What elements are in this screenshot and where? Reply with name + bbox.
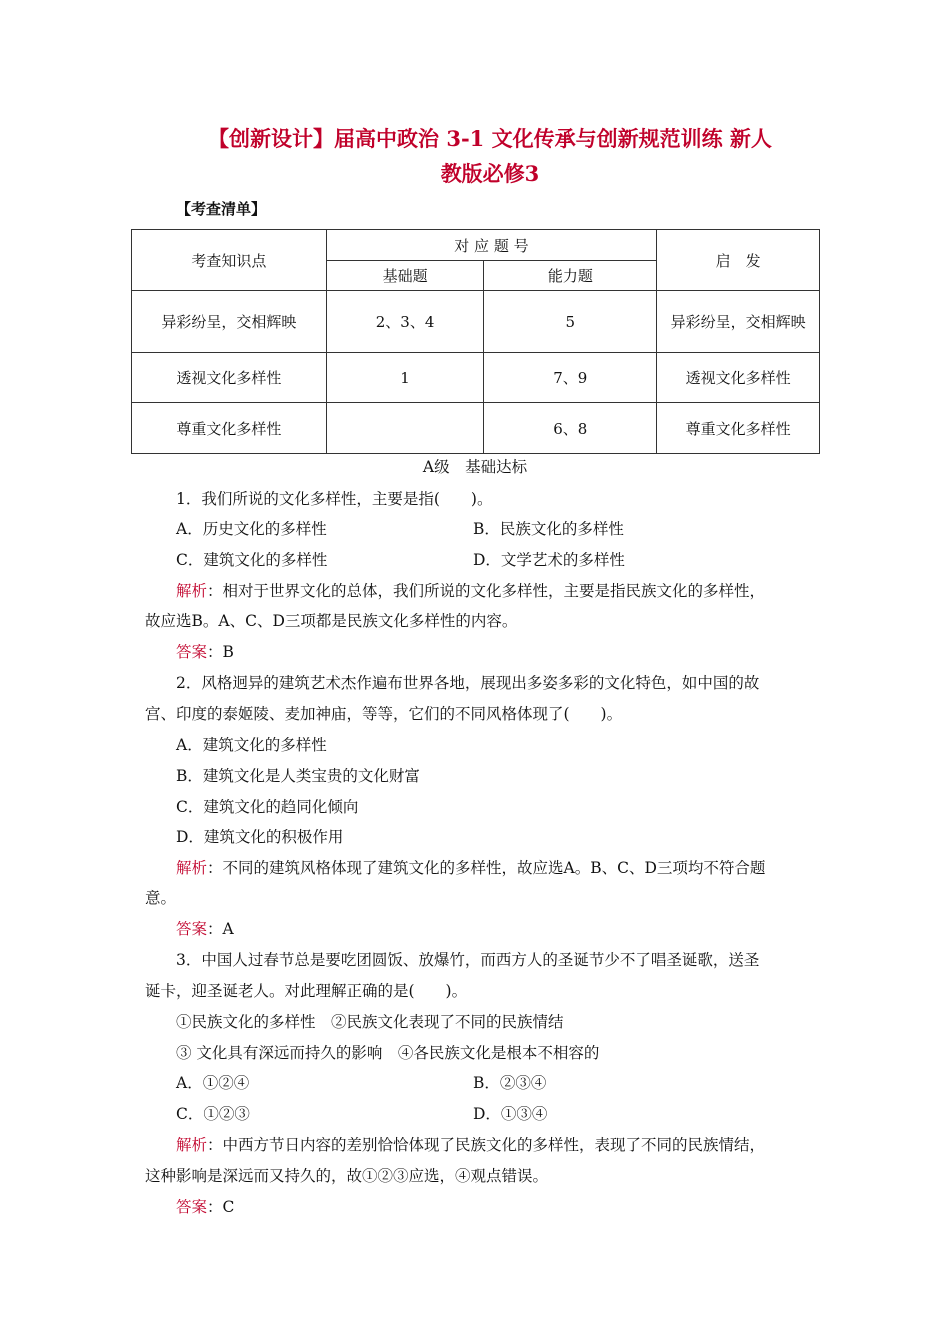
q3-option-a: A．①②④ (176, 1074, 250, 1092)
q1-analysis-cont: 故应选B。A、C、D三项都是民族文化多样性的内容。 (145, 612, 518, 630)
cell-basic: 1 (326, 353, 484, 403)
q3-analysis: 解析：中西方节日内容的差别恰恰体现了民族文化的多样性，表现了不同的民族情结， (176, 1136, 766, 1154)
q2-answer: 答案：A (176, 920, 234, 938)
cell-basic: 2、3、4 (326, 291, 484, 353)
q3-statements-34: ③ 文化具有深远而持久的影响 ④各民族文化是根本不相容的 (176, 1044, 600, 1062)
q3-option-d: D．①③④ (473, 1105, 548, 1123)
table-row (132, 403, 820, 454)
q3-answer: 答案：C (176, 1198, 235, 1216)
q1-stem: 1．我们所说的文化多样性，主要是指( )。 (176, 490, 493, 508)
table-row (132, 291, 820, 353)
table-row (132, 353, 820, 403)
q2-option-a: A．建筑文化的多样性 (176, 736, 327, 754)
cell-ability: 6、8 (484, 403, 657, 454)
q3-option-c: C．①②③ (176, 1105, 250, 1123)
checklist-table (131, 229, 820, 454)
q1-option-d: D．文学艺术的多样性 (473, 551, 625, 569)
q2-option-c: C．建筑文化的趋同化倾向 (176, 798, 359, 816)
cell-ability: 7、9 (484, 353, 657, 403)
q1-answer: 答案：B (176, 643, 234, 661)
header-insight: 启 发 (657, 230, 820, 291)
q1-option-c: C．建筑文化的多样性 (176, 551, 328, 569)
cell-ability: 5 (484, 291, 657, 353)
q3-analysis-cont: 这种影响是深远而又持久的，故①②③应选，④观点错误。 (145, 1167, 549, 1185)
header-basic: 基础题 (326, 261, 484, 291)
q2-analysis-cont: 意。 (145, 889, 177, 907)
q2-analysis: 解析：不同的建筑风格体现了建筑文化的多样性，故应选A。B、C、D三项均不符合题 (176, 859, 766, 877)
q2-stem-cont: 宫、印度的泰姬陵、麦加神庙，等等，它们的不同风格体现了( )。 (145, 705, 623, 723)
q3-stem-cont: 诞卡，迎圣诞老人。对此理解正确的是( )。 (145, 982, 468, 1000)
page-title-line1: 【创新设计】届高中政治 3-1 文化传承与创新规范训练 新人 (208, 126, 772, 151)
q2-option-d: D．建筑文化的积极作用 (176, 828, 344, 846)
page-title-line2: 教版必修3 (440, 161, 540, 186)
cell-insight: 尊重文化多样性 (657, 403, 820, 454)
header-knowledge: 考查知识点 (132, 230, 327, 291)
checklist-label: 【考查清单】 (176, 200, 267, 218)
cell-insight: 异彩纷呈，交相辉映 (657, 291, 820, 353)
q2-option-b: B．建筑文化是人类宝贵的文化财富 (176, 767, 420, 785)
q2-stem: 2．风格迥异的建筑艺术杰作遍布世界各地，展现出多姿多彩的文化特色，如中国的故 (176, 674, 760, 692)
q1-option-b: B．民族文化的多样性 (473, 520, 624, 538)
q1-option-a: A．历史文化的多样性 (176, 520, 327, 538)
q1-analysis: 解析：相对于世界文化的总体，我们所说的文化多样性，主要是指民族文化的多样性， (176, 582, 766, 600)
cell-topic: 尊重文化多样性 (132, 403, 327, 454)
cell-topic: 异彩纷呈，交相辉映 (132, 291, 327, 353)
level-heading: A级 基础达标 (422, 458, 528, 476)
q3-stem: 3．中国人过春节总是要吃团圆饭、放爆竹，而西方人的圣诞节少不了唱圣诞歌，送圣 (176, 951, 760, 969)
cell-insight: 透视文化多样性 (657, 353, 820, 403)
header-numbers: 对 应 题 号 (326, 230, 656, 261)
cell-basic (326, 403, 484, 454)
q3-statements-12: ①民族文化的多样性 ②民族文化表现了不同的民族情结 (176, 1013, 564, 1031)
header-ability: 能力题 (484, 261, 657, 291)
q3-option-b: B．②③④ (473, 1074, 547, 1092)
cell-topic: 透视文化多样性 (132, 353, 327, 403)
